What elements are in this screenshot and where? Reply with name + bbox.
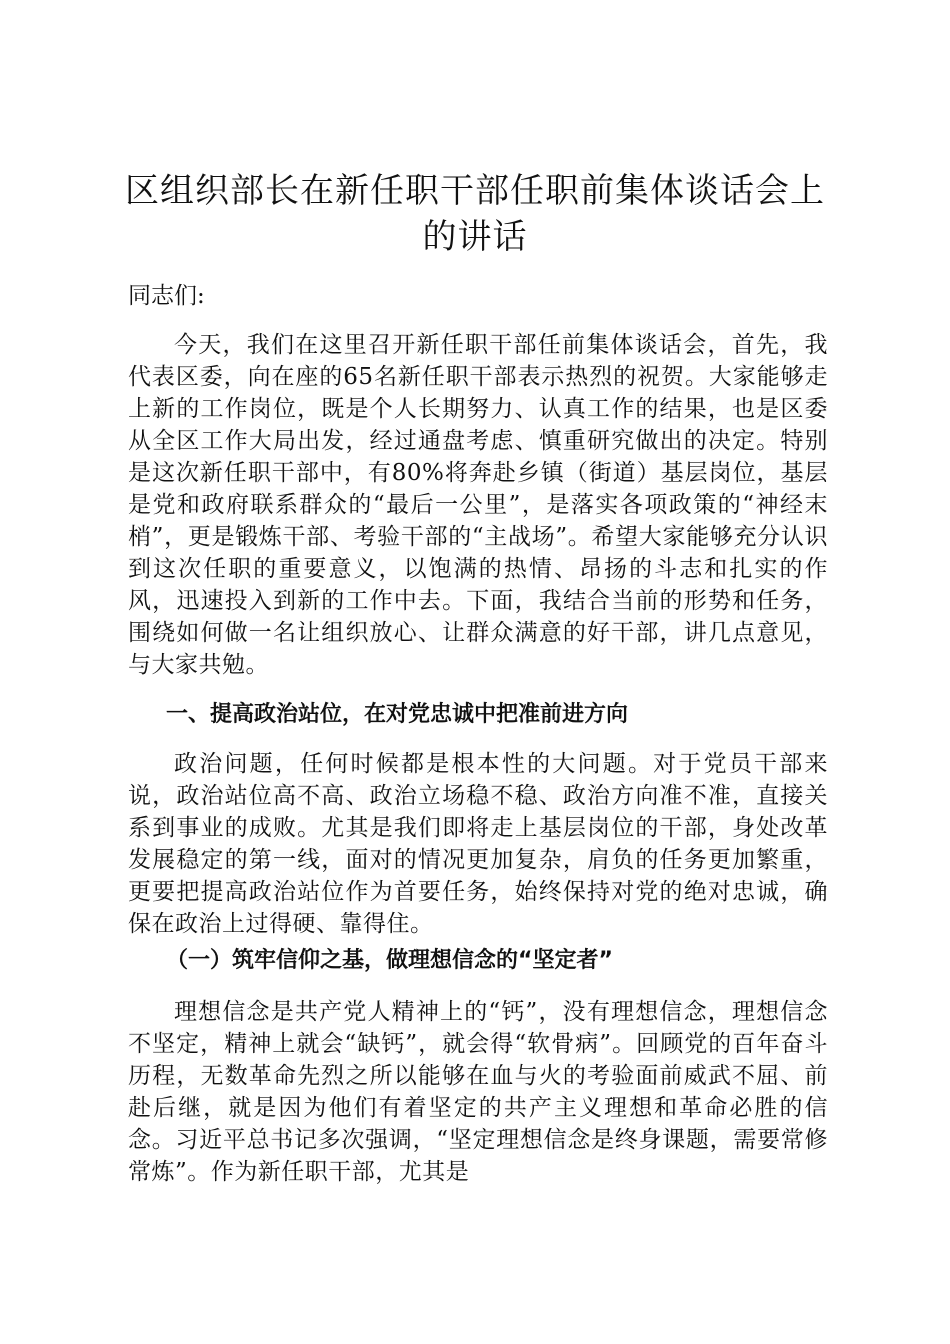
paragraph-section-1: 政治问题，任何时候都是根本性的大问题。对于党员干部来说，政治站位高不高、政治立场稳不稳、政治方向准不准，直接关系到事业的成败。尤其是我们即将走上基层岗位的干部，身处改革发展稳定的第一线，面对的情况更加复杂，肩负的任务更加繁重，更要把提高政治站位作为首要任务，始终保持对党的绝对忠诚，确保在政治上过得硬、靠得住。: [128, 751, 828, 937]
section-heading-1: 一、提高政治站位，在对党忠诚中把准前进方向: [166, 702, 629, 727]
paragraph-intro: 今天，我们在这里召开新任职干部任前集体谈话会，首先，我代表区委，向在座的65名新任职干部表示热烈的祝贺。大家能够走上新的工作岗位，既是个人长期努力、认真工作的结果，也是区委从全区工作大局出发，经过通盘考虑、慎重研究做出的决定。特别是这次新任职干部中，有80%将奔赴乡镇（街道）基层岗位，基层是党和政府联系群众的“最后一公里”，是落实各项政策的“神经末梢”，更是锻炼干部、考验干部的“主战场”。希望大家能够充分认识到这次任职的重要意义，以饱满的热情、昂扬的斗志和扎实的作风，迅速投入到新的工作中去。下面，我结合当前的形势和任务，围绕如何做一名让组织放心、让群众满意的好干部，讲几点意见，与大家共勉。: [128, 332, 828, 678]
paragraph-subsection-1: 理想信念是共产党人精神上的“钙”，没有理想信念，理想信念不坚定，精神上就会“缺钙”，就会得“软骨病”。回顾党的百年奋斗历程，无数革命先烈之所以能够在血与火的考验面前威武不屈、前赴后继，就是因为他们有着坚定的共产主义理想和革命必胜的信念。习近平总书记多次强调，“坚定理想信念是终身课题，需要常修常炼”。作为新任职干部，尤其是: [128, 999, 828, 1185]
document-title: 区组织部长在新任职干部任职前集体谈话会上的讲话: [125, 171, 825, 257]
salutation: 同志们:: [128, 283, 205, 309]
subsection-heading-1: （一）筑牢信仰之基，做理想信念的“坚定者”: [166, 948, 613, 973]
